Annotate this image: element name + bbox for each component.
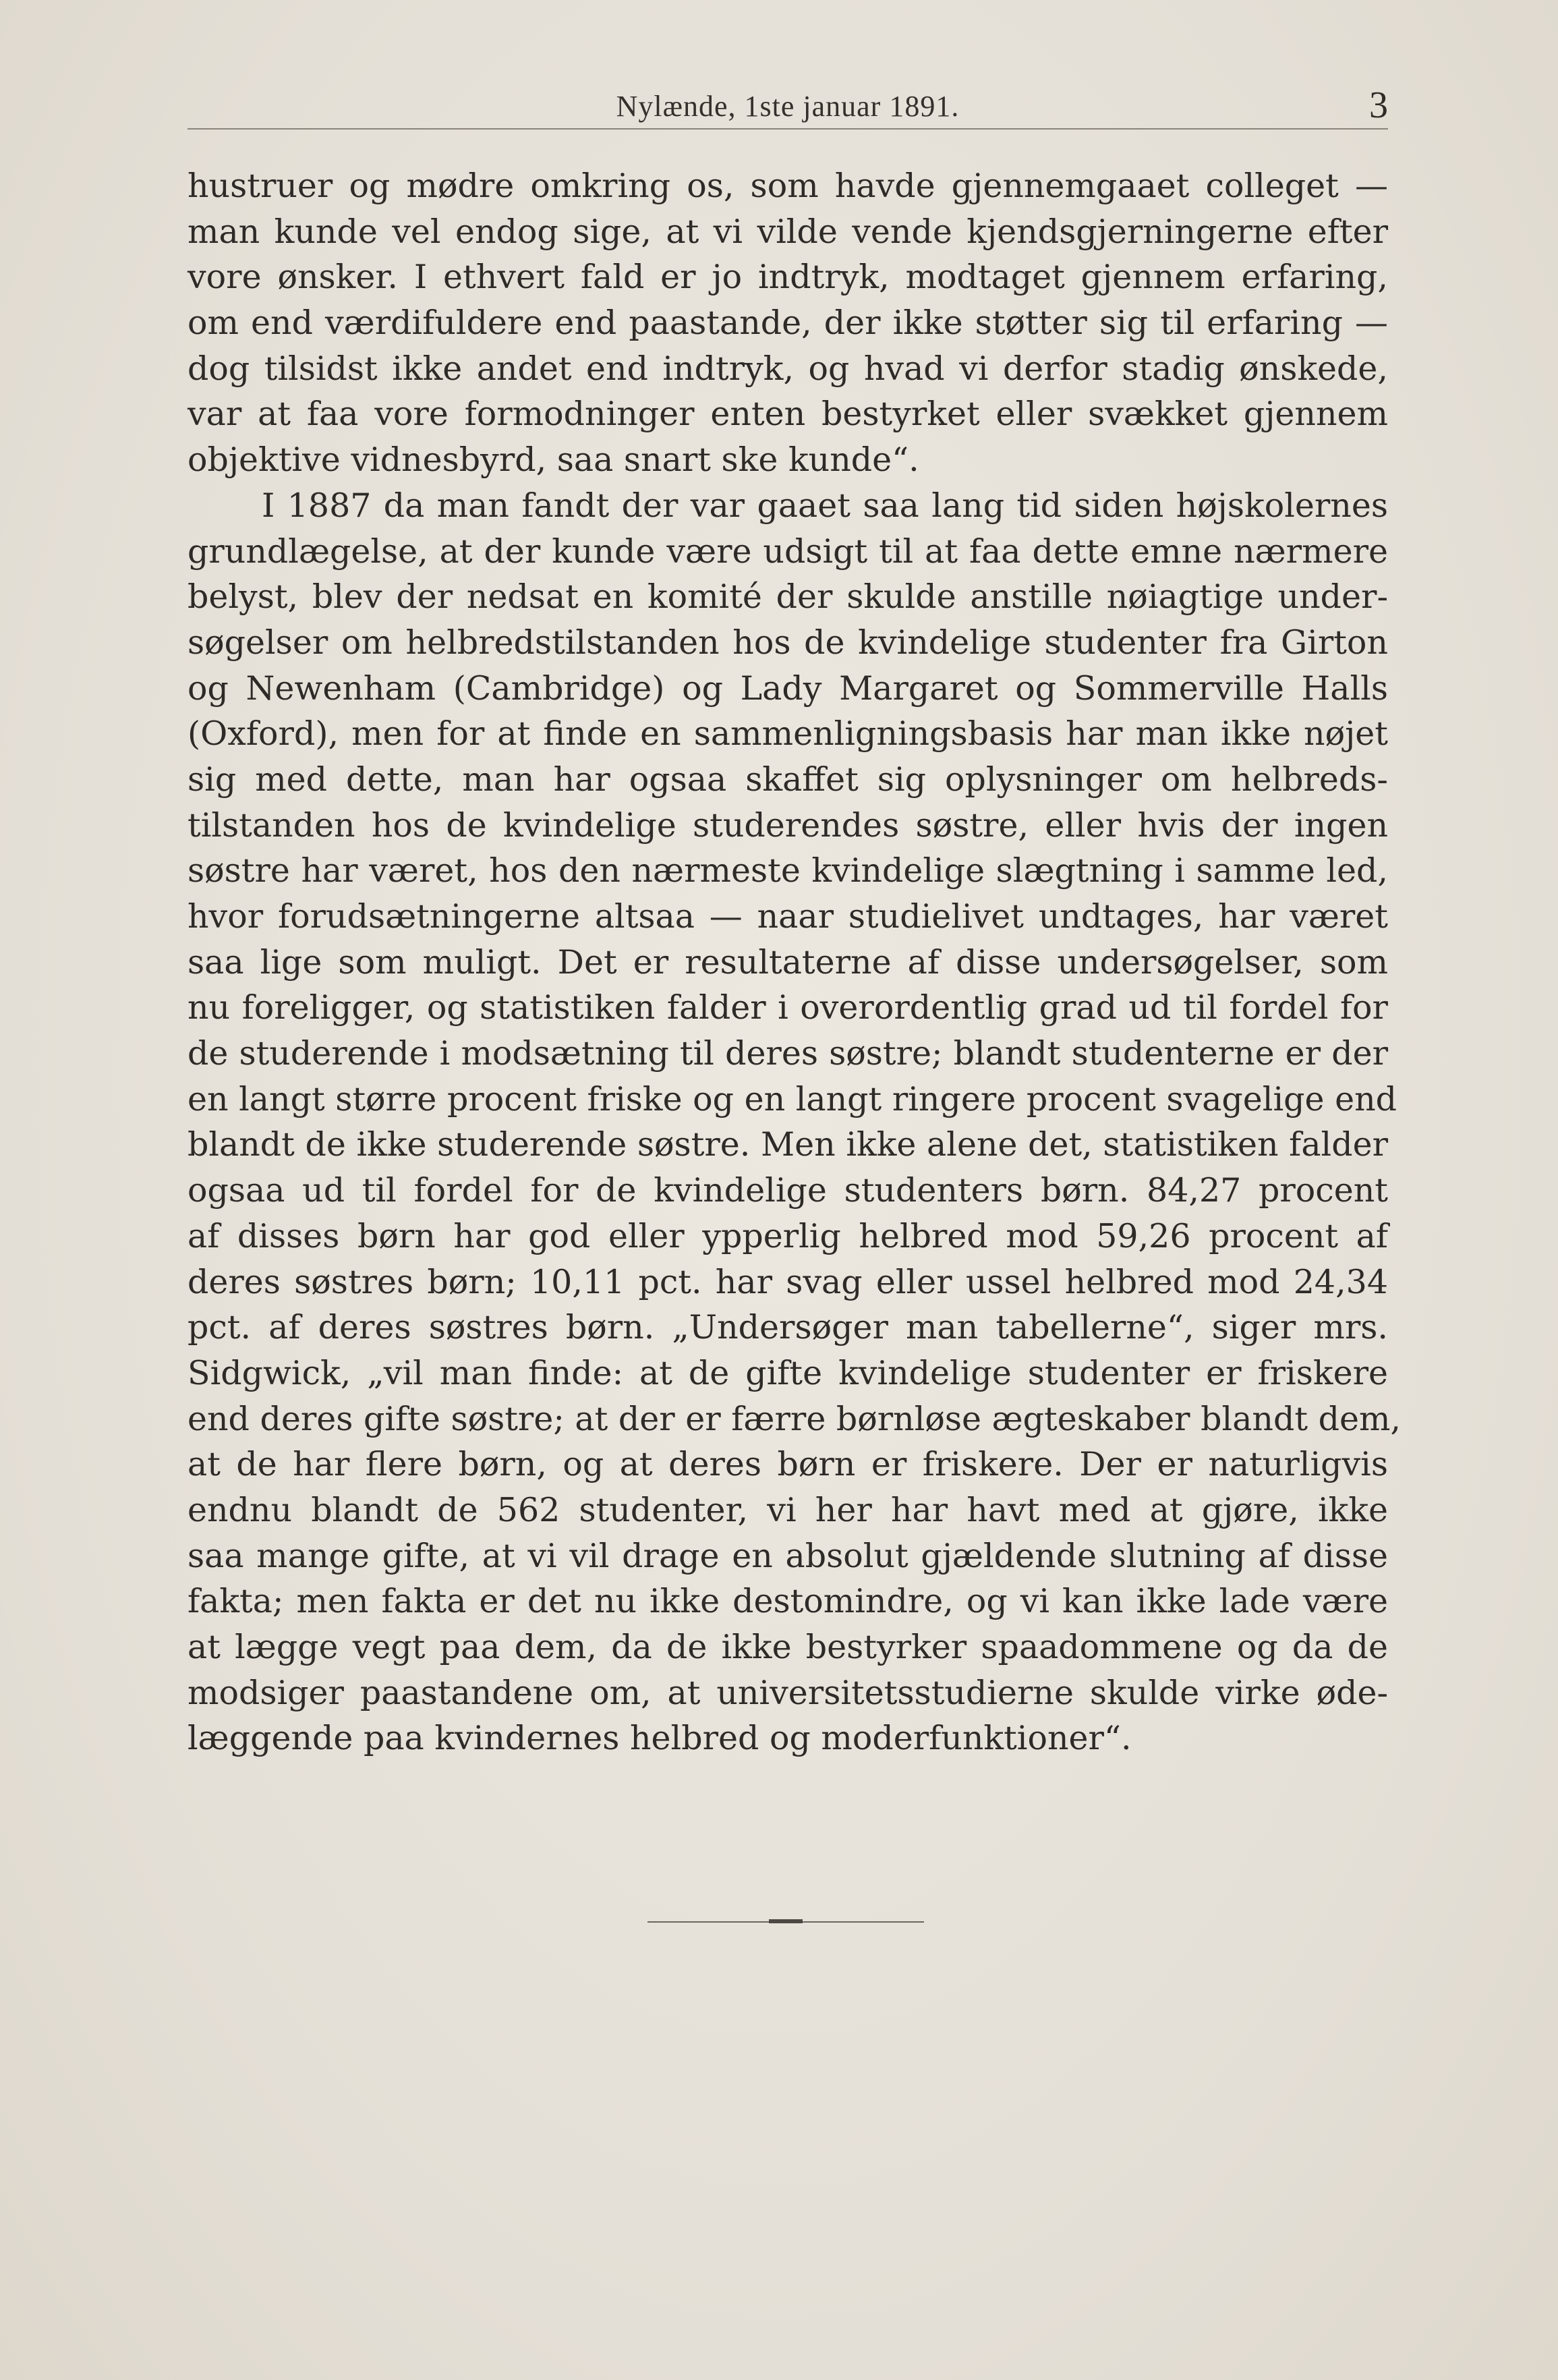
header-title: Nylænde, 1ste januar 1891.	[616, 90, 960, 123]
paragraph-start-line: I 1887 da man fandt der var gaaet saa lang tid siden højskolernes	[262, 486, 1388, 525]
page-number: 3	[1369, 84, 1388, 126]
text-line: de studerende i modsætning til deres søstre; blandt studenterne er der	[187, 1034, 1388, 1073]
text-line: af disses børn har god eller ypperlig helbred mod 59,26 procent af	[187, 1216, 1388, 1255]
text-line: belyst, blev der nedsat en komité der skulde anstille nøiagtige under-	[187, 577, 1388, 617]
text-line: pct. af deres søstres børn. „Undersøger man tabellerne“, siger mrs.	[187, 1308, 1388, 1347]
text-line: end deres gifte søstre; at der er færre børnløse ægteskaber blandt dem,	[187, 1399, 1402, 1438]
text-line: dog tilsidst ikke andet end indtryk, og hvad vi derfor stadig ønskede,	[187, 349, 1388, 388]
text-line: (Oxford), men for at finde en sammenligningsbasis har man ikke nøjet	[187, 714, 1388, 754]
text-line: vore ønsker. I ethvert fald er jo indtryk, modtaget gjennem erfaring,	[187, 258, 1388, 297]
text-line: sig med dette, man har ogsaa skaffet sig oplysninger om helbreds-	[187, 760, 1388, 799]
text-line: nu foreligger, og statistiken falder i overordentlig grad ud til fordel for	[187, 988, 1388, 1027]
text-line: saa lige som muligt. Det er resultaterne af disse undersøgelser, som	[187, 942, 1388, 982]
text-line: søstre har været, hos den nærmeste kvindelige slægtning i samme led,	[187, 851, 1388, 890]
text-line: Sidgwick, „vil man finde: at de gifte kvindelige studenter er friskere	[187, 1353, 1388, 1392]
text-line: søgelser om helbredstilstanden hos de kvindelige studenter fra Girton	[187, 623, 1388, 662]
text-line: og Newenham (Cambridge) og Lady Margaret og Sommerville Halls	[187, 669, 1388, 708]
text-line: objektive vidnesbyrd, saa snart ske kunde“.	[187, 441, 919, 480]
text-line: man kunde vel endog sige, at vi vilde vende kjendsgjerningerne efter	[187, 212, 1388, 251]
text-line: hustruer og mødre omkring os, som havde gjennemgaaet colleget —	[187, 167, 1388, 205]
text-line: grundlægelse, at der kunde være udsigt til at faa dette emne nærmere	[187, 532, 1388, 571]
text-line: saa mange gifte, at vi vil drage en absolut gjældende slutning af disse	[187, 1536, 1388, 1575]
end-rule-ornament	[769, 1919, 803, 1923]
text-line: læggende paa kvindernes helbred og moderfunktioner“.	[187, 1719, 1132, 1758]
text-line: en langt større procent friske og en langt ringere procent svagelige end	[187, 1079, 1397, 1118]
text-line: modsiger paastandene om, at universitetsstudierne skulde virke øde-	[187, 1673, 1388, 1712]
text-line: var at faa vore formodninger enten bestyrket eller svækket gjennem	[187, 395, 1388, 434]
text-line: ogsaa ud til fordel for de kvindelige studenters børn. 84,27 procent	[187, 1171, 1388, 1210]
text-line: om end værdifuldere end paastande, der ikke støtter sig til erfaring —	[187, 304, 1388, 343]
text-line: tilstanden hos de kvindelige studerendes søstre, eller hvis der ingen	[187, 805, 1388, 845]
header-rule	[187, 128, 1388, 130]
text-line: at de har flere børn, og at deres børn er friskere. Der er naturligvis	[187, 1445, 1388, 1484]
text-line: blandt de ikke studerende søstre. Men ikke alene det, statistiken falder	[187, 1125, 1388, 1164]
text-line: at lægge vegt paa dem, da de ikke bestyrker spaadommene og da de	[187, 1628, 1388, 1666]
text-line: hvor forudsætningerne altsaa — naar studielivet undtages, har været	[187, 897, 1388, 936]
body-text	[187, 163, 1402, 1761]
text-line: deres søstres børn; 10,11 pct. har svag eller ussel helbred mod 24,34	[187, 1262, 1388, 1301]
running-header	[187, 80, 1388, 134]
text-line: endnu blandt de 562 studenter, vi her har havt med at gjøre, ikke	[187, 1490, 1388, 1529]
text-line: fakta; men fakta er det nu ikke destomindre, og vi kan ikke lade være	[187, 1582, 1388, 1621]
